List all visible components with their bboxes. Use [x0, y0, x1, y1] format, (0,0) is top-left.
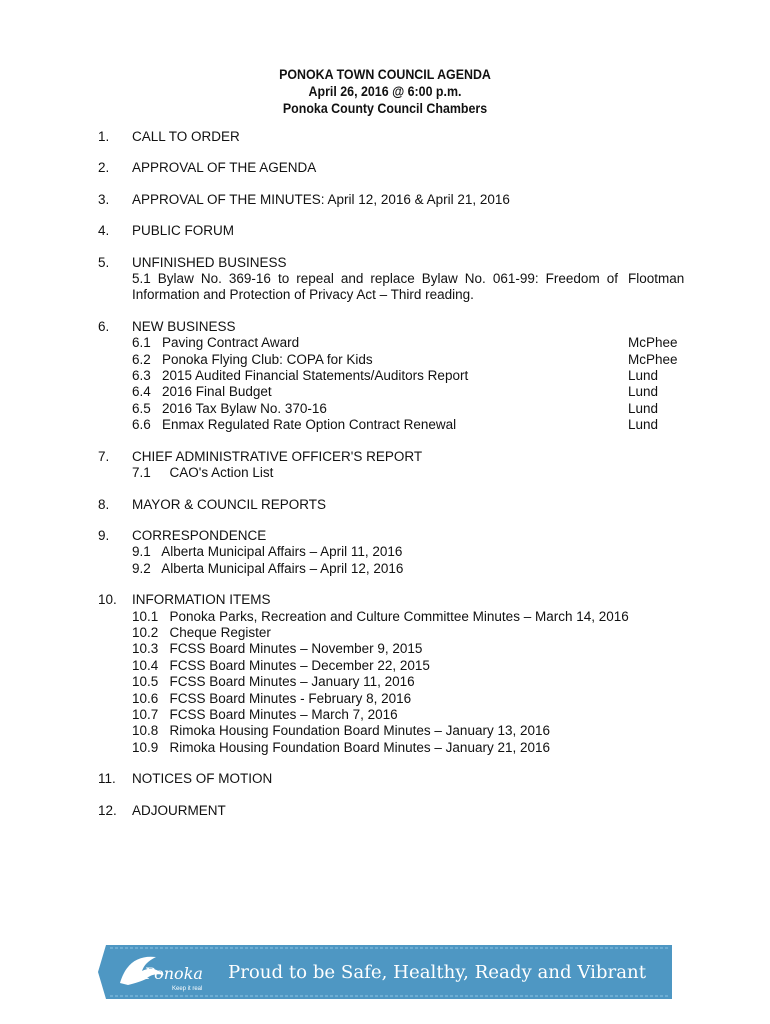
sub-item	[132, 352, 677, 368]
sub-item-text: 7.1 CAO's Action List	[132, 465, 274, 481]
sub-item	[132, 465, 677, 481]
responsible-person: Flootman	[628, 271, 685, 287]
sub-item	[132, 740, 677, 756]
meeting-location: Ponoka County Council Chambers	[282, 101, 488, 116]
sub-item	[132, 335, 677, 351]
item-number: 5.	[98, 254, 110, 270]
item-number: 7.	[98, 448, 110, 464]
sub-item-text: 9.2 Alberta Municipal Affairs – April 12, 2016	[132, 560, 404, 576]
item-number: 6.	[98, 318, 110, 334]
item-body	[132, 254, 685, 304]
item-body	[132, 192, 677, 208]
sub-item	[132, 544, 677, 560]
sub-item	[132, 384, 677, 400]
sub-item-text: 6.3 2015 Audited Financial Statements/Auditors Report	[132, 368, 469, 384]
item-body	[132, 223, 677, 239]
agenda-item	[0, 497, 770, 513]
item-body	[132, 319, 677, 434]
item-body	[132, 528, 677, 577]
sub-item	[132, 658, 677, 674]
item-title: APPROVAL OF THE AGENDA	[132, 160, 317, 176]
agenda-item	[0, 449, 770, 482]
slogan-text: Proud to be Safe, Healthy, Ready and Vibrant	[228, 963, 646, 983]
sub-item	[132, 641, 677, 657]
agenda-item	[0, 223, 770, 239]
item-number: 1.	[98, 129, 110, 144]
agenda-item	[0, 255, 770, 304]
sub-item	[132, 707, 677, 723]
item-number: 8.	[98, 496, 110, 512]
item-number: 11.	[98, 771, 116, 787]
responsible-person: Lund	[628, 384, 659, 400]
sub-item-text: 10.2 Cheque Register	[132, 624, 271, 640]
sub-item-text: 10.7 FCSS Board Minutes – March 7, 2016	[132, 706, 398, 722]
sub-item-text: 10.8 Rimoka Housing Foundation Board Minutes – January 13, 2016	[132, 723, 551, 739]
agenda-item	[0, 192, 770, 208]
agenda-item	[0, 803, 770, 819]
item-number: 12.	[98, 802, 117, 818]
item-title: NOTICES OF MOTION	[132, 771, 273, 787]
responsible-person: Lund	[628, 417, 659, 433]
agenda-item	[0, 771, 770, 787]
agenda-item	[0, 160, 770, 176]
logo-subtext: Keep it real	[172, 986, 203, 992]
item-title: APPROVAL OF THE MINUTES: April 12, 2016 & April 21, 2016	[132, 191, 510, 207]
sub-item-text: 5.1 Bylaw No. 369-16 to repeal and replace Bylaw No. 061-99: Freedom of Information and Protection of Privacy Act – Third reading.	[132, 271, 618, 303]
item-body	[132, 160, 677, 176]
sub-item	[132, 674, 677, 690]
item-title: NEW BUSINESS	[132, 318, 236, 334]
agenda-item	[0, 592, 770, 756]
meeting-date: April 26, 2016 @ 6:00 p.m.	[308, 84, 462, 99]
item-title: CALL TO ORDER	[132, 129, 240, 144]
item-body	[132, 592, 677, 756]
sub-item-text: 10.9 Rimoka Housing Foundation Board Minutes – January 21, 2016	[132, 739, 551, 755]
sub-item-text: 6.4 2016 Final Budget	[132, 384, 272, 400]
item-number: 9.	[98, 527, 110, 543]
logo-text: Ponoka	[144, 964, 203, 983]
item-body	[132, 449, 677, 482]
sub-item-text: 10.6 FCSS Board Minutes - February 8, 2016	[132, 690, 412, 706]
sub-item	[132, 723, 677, 739]
item-title: PUBLIC FORUM	[132, 223, 235, 239]
item-title: CORRESPONDENCE	[132, 527, 267, 543]
responsible-person: McPhee	[628, 351, 678, 367]
item-body	[132, 771, 677, 787]
item-number: 3.	[98, 191, 110, 207]
sub-item-text: 10.1 Ponoka Parks, Recreation and Culture Committee Minutes – March 14, 2016	[132, 608, 629, 624]
responsible-person: Lund	[628, 368, 659, 384]
agenda-header	[31, 66, 739, 117]
item-number: 10.	[98, 592, 117, 608]
item-body	[132, 497, 677, 513]
item-title: MAYOR & COUNCIL REPORTS	[132, 496, 327, 512]
sub-item-text: 6.2 Ponoka Flying Club: COPA for Kids	[132, 351, 373, 367]
sub-item	[132, 609, 677, 625]
item-body	[132, 129, 677, 145]
sub-item	[132, 625, 677, 641]
agenda-item	[0, 528, 770, 577]
agenda-items	[0, 129, 770, 834]
sub-item-text: 9.1 Alberta Municipal Affairs – April 11, 2016	[132, 544, 403, 560]
sub-item	[132, 417, 677, 433]
sub-item-text: 10.4 FCSS Board Minutes – December 22, 2015	[132, 657, 430, 673]
footer-banner	[98, 945, 672, 999]
sub-item	[132, 368, 677, 384]
item-body	[132, 803, 677, 819]
sub-item-text: 10.5 FCSS Board Minutes – January 11, 2016	[132, 674, 415, 690]
agenda-item	[0, 129, 770, 145]
sub-item	[132, 401, 677, 417]
sub-item	[132, 271, 685, 304]
responsible-person: Lund	[628, 400, 659, 416]
sub-item-text: 10.3 FCSS Board Minutes – November 9, 2015	[132, 641, 423, 657]
agenda-title: PONOKA TOWN COUNCIL AGENDA	[279, 67, 491, 82]
agenda-item	[0, 319, 770, 434]
sub-item-text: 6.1 Paving Contract Award	[132, 335, 300, 351]
sub-item	[132, 561, 677, 577]
sub-item-text: 6.5 2016 Tax Bylaw No. 370-16	[132, 400, 327, 416]
item-title: CHIEF ADMINISTRATIVE OFFICER'S REPORT	[132, 448, 423, 464]
item-number: 4.	[98, 223, 110, 239]
item-number: 2.	[98, 160, 110, 176]
item-title: ADJOURMENT	[132, 802, 226, 818]
item-title: UNFINISHED BUSINESS	[132, 254, 287, 270]
sub-item-text: 6.6 Enmax Regulated Rate Option Contract Renewal	[132, 417, 457, 433]
sub-item	[132, 691, 677, 707]
responsible-person: McPhee	[628, 335, 678, 351]
item-title: INFORMATION ITEMS	[132, 592, 271, 608]
